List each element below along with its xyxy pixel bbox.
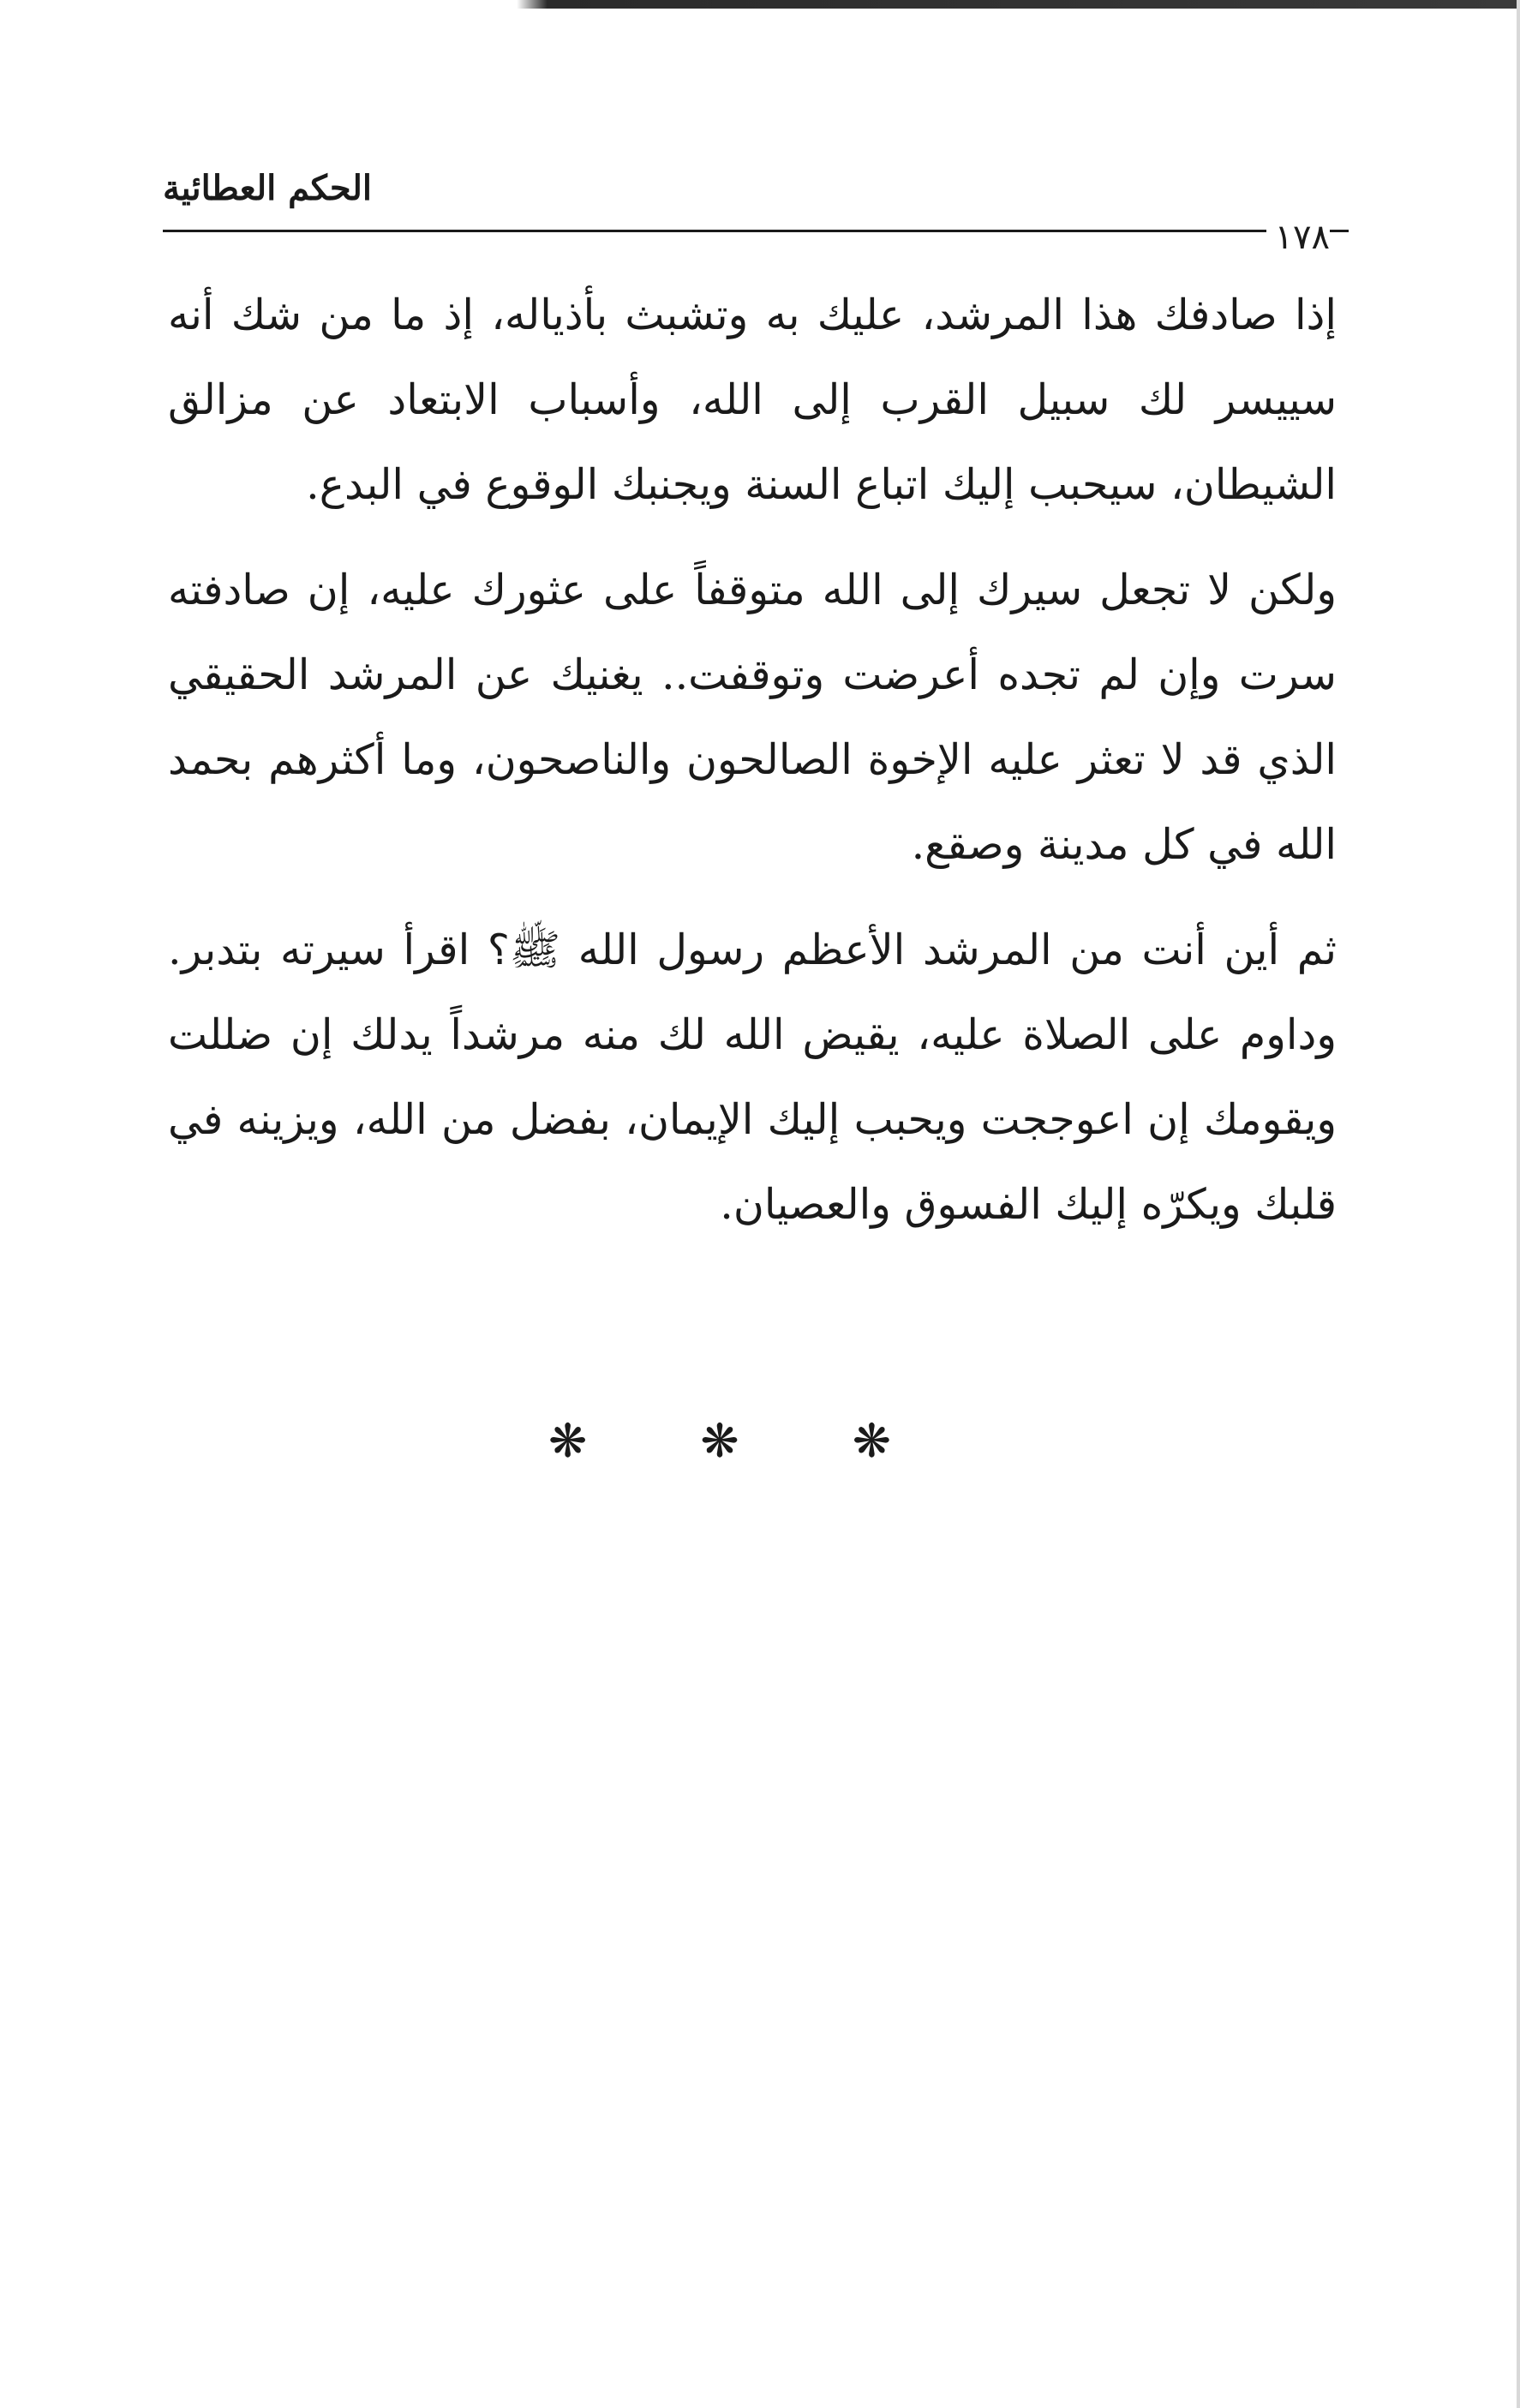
header-rule [163,230,1349,232]
page-header [163,168,1349,279]
asterisk-icon: ❋ [700,1414,739,1468]
paragraph: ثم أين أنت من المرشد الأعظم رسول الله ﷺ؟ اقرأ سيرته بتدبر. وداوم على الصلاة عليه، يقيض الله لك منه مرشداً يدلك إن ضللت ويقومك إن اعوججت ويحبب إليك الإيمان، بفضل من الله، ويزينه في قلبك ويكرّه إليك الفسوق والعصيان. [168,925,1337,1229]
paragraph: ولكن لا تجعل سيرك إلى الله متوقفاً على عثورك عليه، إن صادفته سرت وإن لم تجده أعرضت وتوقفت.. يغنيك عن المرشد الحقيقي الذي قد لا تعثر عليه الإخوة الصالحون والناصحون، وما أكثرهم بحمد الله في كل مدينة وصقع. [168,566,1337,869]
body-text [168,273,1337,1267]
scan-border-top [0,0,1520,14]
paragraph: إذا صادفك هذا المرشد، عليك به وتشبث بأذياله، إذ ما من شك أنه سييسر لك سبيل القرب إلى الله، وأسباب الابتعاد عن مزالق الشيطان، سيحبب إليك اتباع السنة ويجنبك الوقوع في البدع. [168,291,1337,509]
running-title: الحكم العطائية [163,168,373,208]
scan-border-right [1517,0,1520,2408]
asterisk-icon: ❋ [548,1414,588,1468]
page-number: ١٧٨ [1266,218,1330,257]
section-separator [548,1416,891,1467]
asterisk-icon: ❋ [852,1414,891,1468]
